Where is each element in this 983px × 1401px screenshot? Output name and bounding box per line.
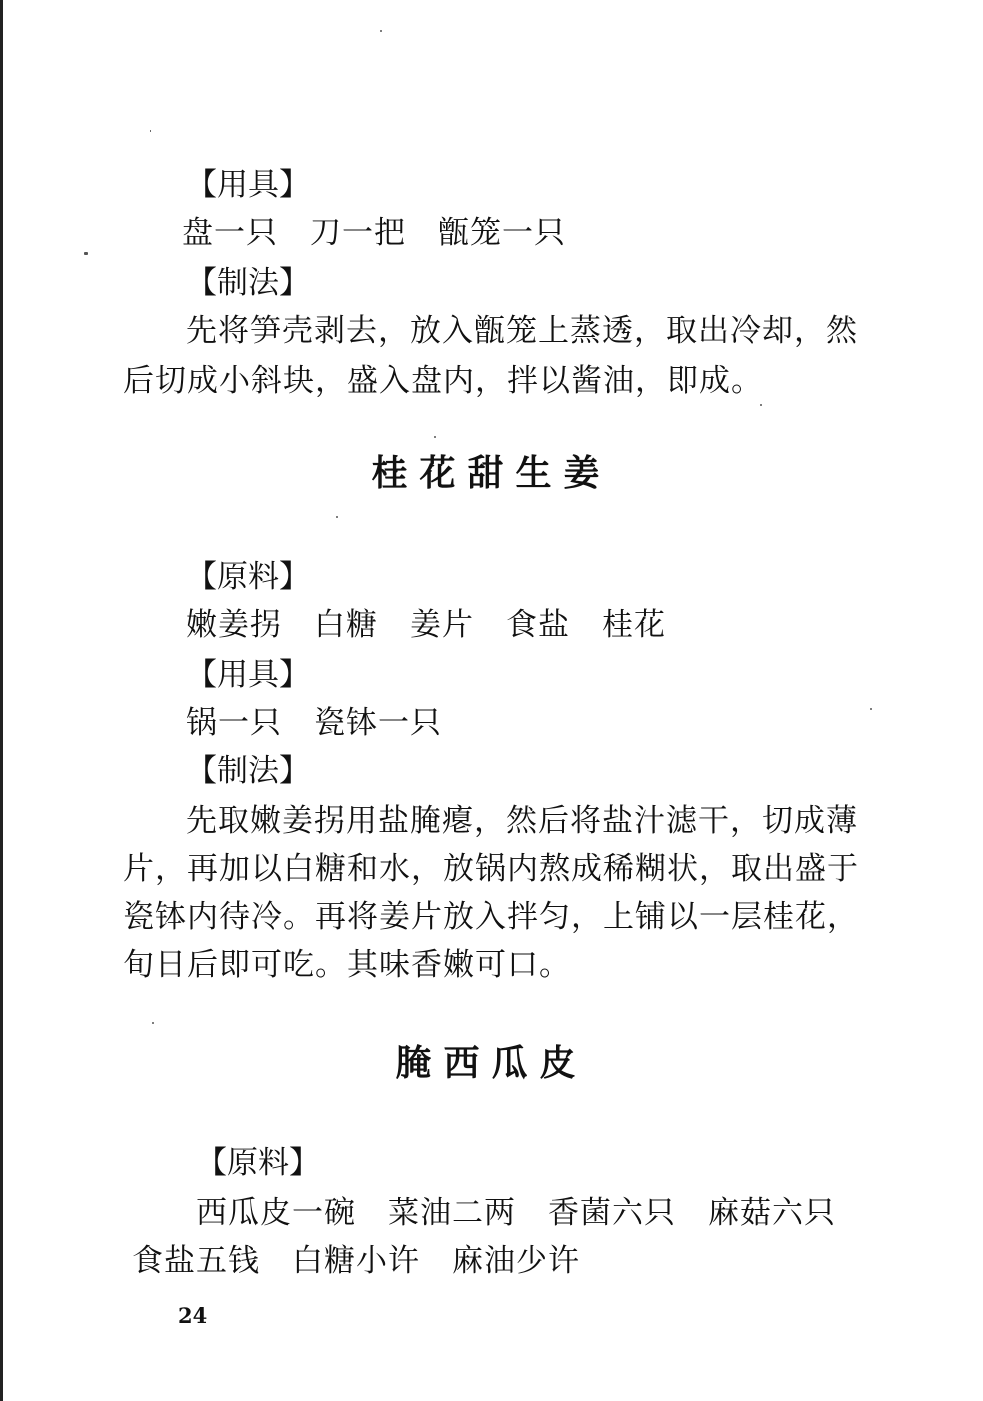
scan-speck	[150, 130, 151, 132]
ingredients-header: 【原料】	[196, 1145, 320, 1181]
tools-header: 【用具】	[186, 657, 310, 693]
recipe-title: 桂花甜生姜	[371, 453, 612, 494]
method-line: 瓷钵内待冷。再将姜片放入拌匀，上铺以一层桂花，	[123, 899, 859, 935]
page-number: 24	[178, 1303, 208, 1328]
method-header: 【制法】	[186, 753, 310, 789]
tools-list: 锅一只 瓷钵一只	[186, 705, 442, 741]
method-line: 旬日后即可吃。其味香嫩可口。	[123, 947, 571, 983]
ingredients-line: 食盐五钱 白糖小许 麻油少许	[132, 1243, 580, 1279]
ingredients-list: 嫩姜拐 白糖 姜片 食盐 桂花	[186, 607, 666, 643]
method-line: 后切成小斜块，盛入盘内，拌以酱油，即成。	[123, 363, 763, 399]
method-line: 先将笋壳剥去，放入甑笼上蒸透，取出冷却，然	[186, 313, 858, 349]
scan-speck	[152, 1022, 154, 1024]
tools-header: 【用具】	[186, 167, 310, 203]
scan-speck	[760, 404, 762, 406]
recipe-title: 腌西瓜皮	[395, 1043, 588, 1084]
tools-list: 盘一只 刀一把 甑笼一只	[182, 215, 566, 251]
scan-speck	[336, 516, 338, 518]
scan-speck	[380, 30, 382, 32]
ingredients-line: 西瓜皮一碗 菜油二两 香菌六只 麻菇六只	[196, 1195, 836, 1231]
ingredients-header: 【原料】	[186, 559, 310, 595]
scan-speck	[84, 252, 88, 255]
method-line: 片，再加以白糖和水，放锅内熬成稀糊状，取出盛于	[123, 851, 859, 887]
method-line: 先取嫩姜拐用盐腌瘪，然后将盐汁滤干，切成薄	[186, 803, 858, 839]
scan-speck	[870, 708, 872, 710]
method-header: 【制法】	[186, 265, 310, 301]
scan-speck	[434, 436, 436, 438]
scan-edge	[0, 0, 3, 1401]
